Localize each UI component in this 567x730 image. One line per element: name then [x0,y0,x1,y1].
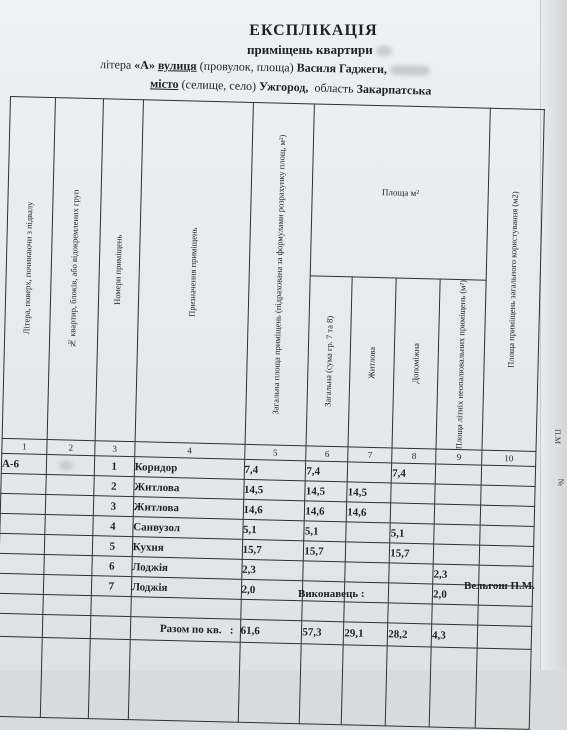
edge-text-a: П.М [553,429,563,444]
table-row: 5 Кухня 15,7 15,7 15,7 [0,534,534,567]
col-header-living: Житлова [348,277,396,448]
executor-name: Вельгош П.М. [464,580,535,592]
table-row: 4 Санвузол 5,1 5,1 5,1 [0,514,534,547]
street-value: Василя Гаджеги, [296,60,388,77]
document-subtitle: приміщень квартири [36,42,567,58]
col-header-aux: Допоміжна [392,278,440,449]
adjacent-page-edge [540,0,567,670]
col-header-summer: Площа літніх неопалювальних приміщень (м²) [436,279,486,450]
table-row: 3 Житлова 14,6 14,6 14,6 [0,494,534,527]
city-value: Ужгород, [258,79,309,95]
region-value: Закарпатська [356,81,432,98]
edge-text-b: № [556,478,566,487]
table-row: 2 Житлова 14,5 14,5 14,5 [1,474,535,507]
col-header-common: Площа приміщень загального користування (м2) [482,108,544,451]
totals-label: Разом по кв. : [130,617,240,643]
col-header-apartment: № квартир, блоків, або відокремлених груп [47,98,103,441]
totals-row: Разом по кв. : 61,6 57,3 29,1 28,2 4,3 [0,613,532,649]
table-row: 6 Лоджія 2,3 2,3 [0,554,533,587]
col-header-total: Загальна (сума гр. 7 та 8) [306,276,352,447]
col-header-area-group: Площа м² [311,104,491,280]
table-row: А-6 1 Коридор 7,4 7,4 7,4 [1,454,535,487]
col-header-litera: Літера, поверх, починаючи з підвалу [2,97,55,440]
executor-label: Виконавець : [298,588,365,600]
redacted-mark [390,65,430,76]
col-header-purpose: Призначення приміщень [135,100,253,445]
document-title: ЕКСПЛІКАЦІЯ [249,22,378,39]
redacted-mark [376,46,392,56]
column-number-row: 1 2 3 4 5 6 7 8 9 10 [2,439,536,467]
col-header-total-calc: Загальна площа приміщень (підрахована за формулами розрахунку площ, м²) [245,102,315,446]
address-street-line: літера «А» вулиця (провулок, площа) Василя Гаджеги, [100,57,430,78]
address-city-line: місто (селище, село) Ужгород, область Закарпатська [149,76,432,98]
table-row: 7 Лоджія 2,0 2,0 [0,573,533,606]
explication-table [0,96,545,730]
col-header-room-number: Номери приміщень [95,99,143,442]
